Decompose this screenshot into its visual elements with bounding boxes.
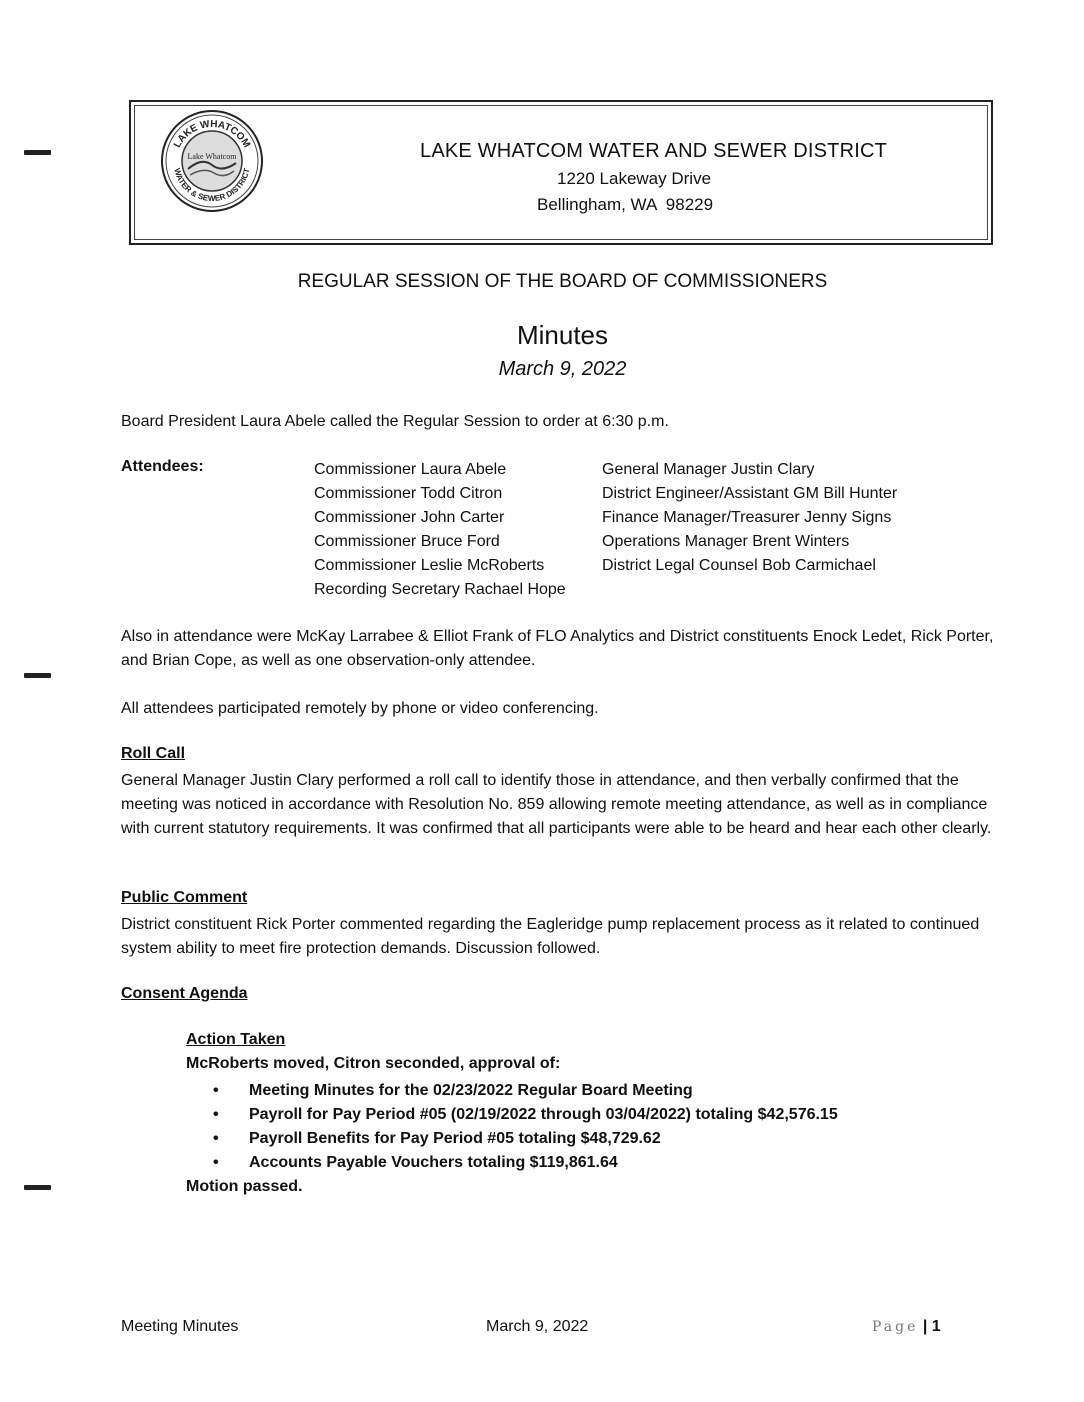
footer-page-label: Page (872, 1319, 919, 1335)
svg-text:LAKE WHATCOM: LAKE WHATCOM (172, 118, 252, 150)
org-name: LAKE WHATCOM WATER AND SEWER DISTRICT (420, 140, 888, 162)
attendee: Finance Manager/Treasurer Jenny Signs (602, 509, 892, 526)
document-date: March 9, 2022 (498, 358, 627, 380)
attendee: Recording Secretary Rachael Hope (314, 581, 566, 598)
motion-result: Motion passed. (186, 1178, 303, 1195)
address-line-1: 1220 Lakeway Drive (557, 169, 712, 188)
consent-item-text: Payroll Benefits for Pay Period #05 totaling $48,729.62 (249, 1130, 661, 1147)
remote-note: All attendees participated remotely by phone or video conferencing. (121, 700, 599, 717)
address-line-2: Bellingham, WA 98229 (537, 195, 714, 214)
public-comment-heading: Public Comment (121, 889, 248, 906)
consent-item-text: Meeting Minutes for the 02/23/2022 Regular Board Meeting (249, 1082, 693, 1099)
attendee: Operations Manager Brent Winters (602, 533, 850, 550)
document-title: Minutes (516, 320, 609, 350)
motion-text: McRoberts moved, Citron seconded, approval of: (186, 1055, 561, 1072)
district-seal-logo (158, 107, 266, 215)
consent-items (213, 1079, 838, 1175)
call-to-order: Board President Laura Abele called the Regular Session to order at 6:30 p.m. (121, 413, 669, 430)
public-comment-text: District constituent Rick Porter commented regarding the Eagleridge pump replacement process as it related to continued system ability to meet fire protection demands. Discussion followed. (121, 916, 980, 957)
attendees-staff (602, 458, 897, 578)
action-taken-heading: Action Taken (186, 1031, 286, 1048)
list-item (213, 1103, 838, 1127)
attendee: District Legal Counsel Bob Carmichael (602, 557, 876, 574)
scan-mark (24, 1185, 51, 1190)
session-title: REGULAR SESSION OF THE BOARD OF COMMISSIONERS (297, 271, 828, 292)
bullet-icon: • (213, 1154, 219, 1171)
bullet-icon: • (213, 1130, 219, 1147)
roll-call-text: General Manager Justin Clary performed a roll call to identify those in attendance, and then verbally confirmed that the meeting was noticed in accordance with Resolution No. 859 allowing remote meeting attendance, as well as in compliance with current statutory requirements. It was confirmed that all participants were able to be heard and hear each other clearly. (121, 772, 992, 837)
attendee: Commissioner Todd Citron (314, 485, 503, 502)
also-in-attendance: Also in attendance were McKay Larrabee & Elliot Frank of FLO Analytics and District constituents Enock Ledet, Rick Porter, and Brian Cope, as well as one observation-only attendee. (121, 628, 994, 669)
attendee: District Engineer/Assistant GM Bill Hunter (602, 485, 898, 502)
list-item (213, 1127, 838, 1151)
attendee: Commissioner Bruce Ford (314, 533, 500, 550)
attendees-label: Attendees: (121, 458, 204, 475)
svg-text:Lake Whatcom: Lake Whatcom (187, 152, 237, 161)
consent-item-text: Accounts Payable Vouchers totaling $119,861.64 (249, 1154, 618, 1171)
footer-left: Meeting Minutes (121, 1318, 239, 1335)
bullet-icon: • (213, 1106, 219, 1123)
list-item (213, 1079, 838, 1103)
scan-mark (24, 673, 51, 678)
consent-agenda-heading: Consent Agenda (121, 985, 248, 1002)
attendee: General Manager Justin Clary (602, 461, 815, 478)
bullet-icon: • (213, 1082, 219, 1099)
roll-call-heading: Roll Call (121, 745, 186, 762)
attendees-commissioners (314, 458, 566, 602)
page-number: | 1 (922, 1318, 941, 1335)
scan-mark (24, 150, 51, 155)
attendee: Commissioner John Carter (314, 509, 505, 526)
consent-item-text: Payroll for Pay Period #05 (02/19/2022 through 03/04/2022) totaling $42,576.15 (249, 1106, 838, 1123)
attendee: Commissioner Leslie McRoberts (314, 557, 545, 574)
footer-date: March 9, 2022 (486, 1318, 589, 1335)
attendee: Commissioner Laura Abele (314, 461, 507, 478)
list-item (213, 1151, 838, 1175)
svg-text:WATER & SEWER DISTRICT: WATER & SEWER DISTRICT (172, 167, 252, 204)
footer-page (872, 1318, 941, 1336)
